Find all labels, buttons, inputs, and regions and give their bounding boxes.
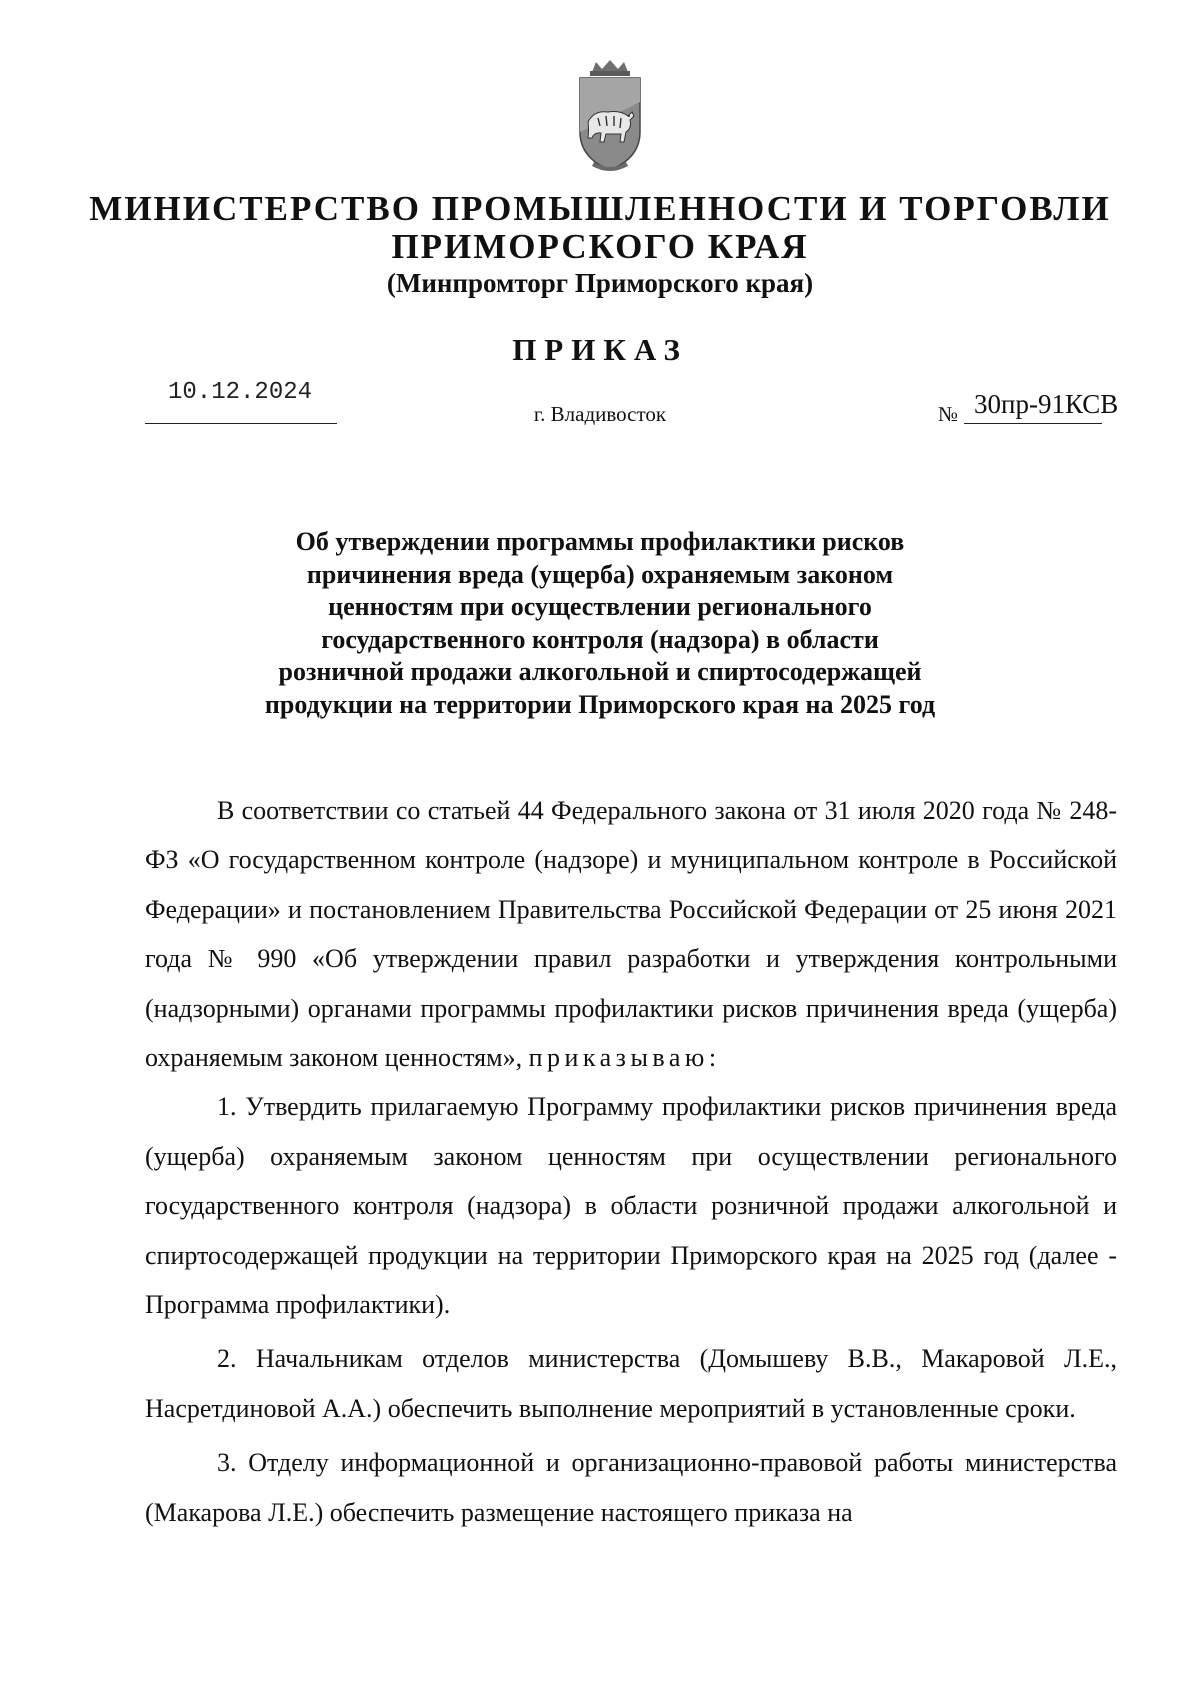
ministry-name-line1: МИНИСТЕРСТВО ПРОМЫШЛЕННОСТИ И ТОРГОВЛИ — [89, 189, 1111, 228]
title-line: причинения вреда (ущерба) охраняемым законом — [306, 559, 894, 589]
item-3-paragraph: 3. Отделу информационной и организационно-правовой работы министерства (Макарова Л.Е.) обеспечить размещение настоящего приказа на — [145, 1448, 1117, 1527]
order-date: 10.12.2024 — [168, 379, 313, 406]
title-line: ценностям при осуществлении регионального — [328, 592, 872, 621]
ministry-short-name: (Минпромторг Приморского края) — [386, 268, 814, 298]
title-line: розничной продажи алкогольной и спиртосодержащей — [278, 657, 922, 686]
title-line: продукции на территории Приморского края на 2025 год — [264, 689, 936, 719]
order-title — [200, 526, 1000, 721]
order-word: приказываю: — [528, 1043, 721, 1073]
order-city: г. Владивосток — [533, 402, 667, 426]
order-number: 30пр-91КСВ — [974, 389, 1119, 419]
order-body — [145, 786, 1117, 1537]
ministry-name-line2: ПРИМОРСКОГО КРАЯ — [391, 227, 809, 266]
preamble-text: В соответствии со статьей 44 Федерального закона от 31 июля 2020 года № 248-ФЗ «О государственном контроле (надзоре) и муниципальном контроле в Российской Федерации» и постановлением Правительства Российской Федерации от 25 июня 2021 года № 990 «Об утверждении правил разработки и утверждения контрольными (надзорными) органами программы профилактики рисков причинения вреда (ущерба) охраняемым законом ценностям», — [145, 796, 1117, 1073]
title-line: Об утверждении программы профилактики рисков — [295, 527, 905, 556]
preamble-paragraph — [145, 786, 1117, 1082]
item-2-paragraph: 2. Начальникам отделов министерства (Домышеву В.В., Макаровой Л.Е., Насретдиновой А.А.) обеспечить выполнение мероприятий в установленные сроки. — [145, 1344, 1117, 1423]
number-underline — [964, 423, 1102, 424]
document-type: ПРИКАЗ — [512, 332, 688, 367]
item-1-paragraph: 1. Утвердить прилагаемую Программу профилактики рисков причинения вреда (ущерба) охраняемым законом ценностям при осуществлении регионального государственного контроля (надзора) в области розничной продажи алкогольной и спиртосодержащей продукции на территории Приморского края на 2025 год (далее - Программа профилактики). — [145, 1092, 1117, 1320]
title-line: государственного контроля (надзора) в области — [321, 624, 879, 654]
coat-of-arms-emblem — [574, 58, 646, 174]
order-number-sign: № — [938, 402, 959, 426]
